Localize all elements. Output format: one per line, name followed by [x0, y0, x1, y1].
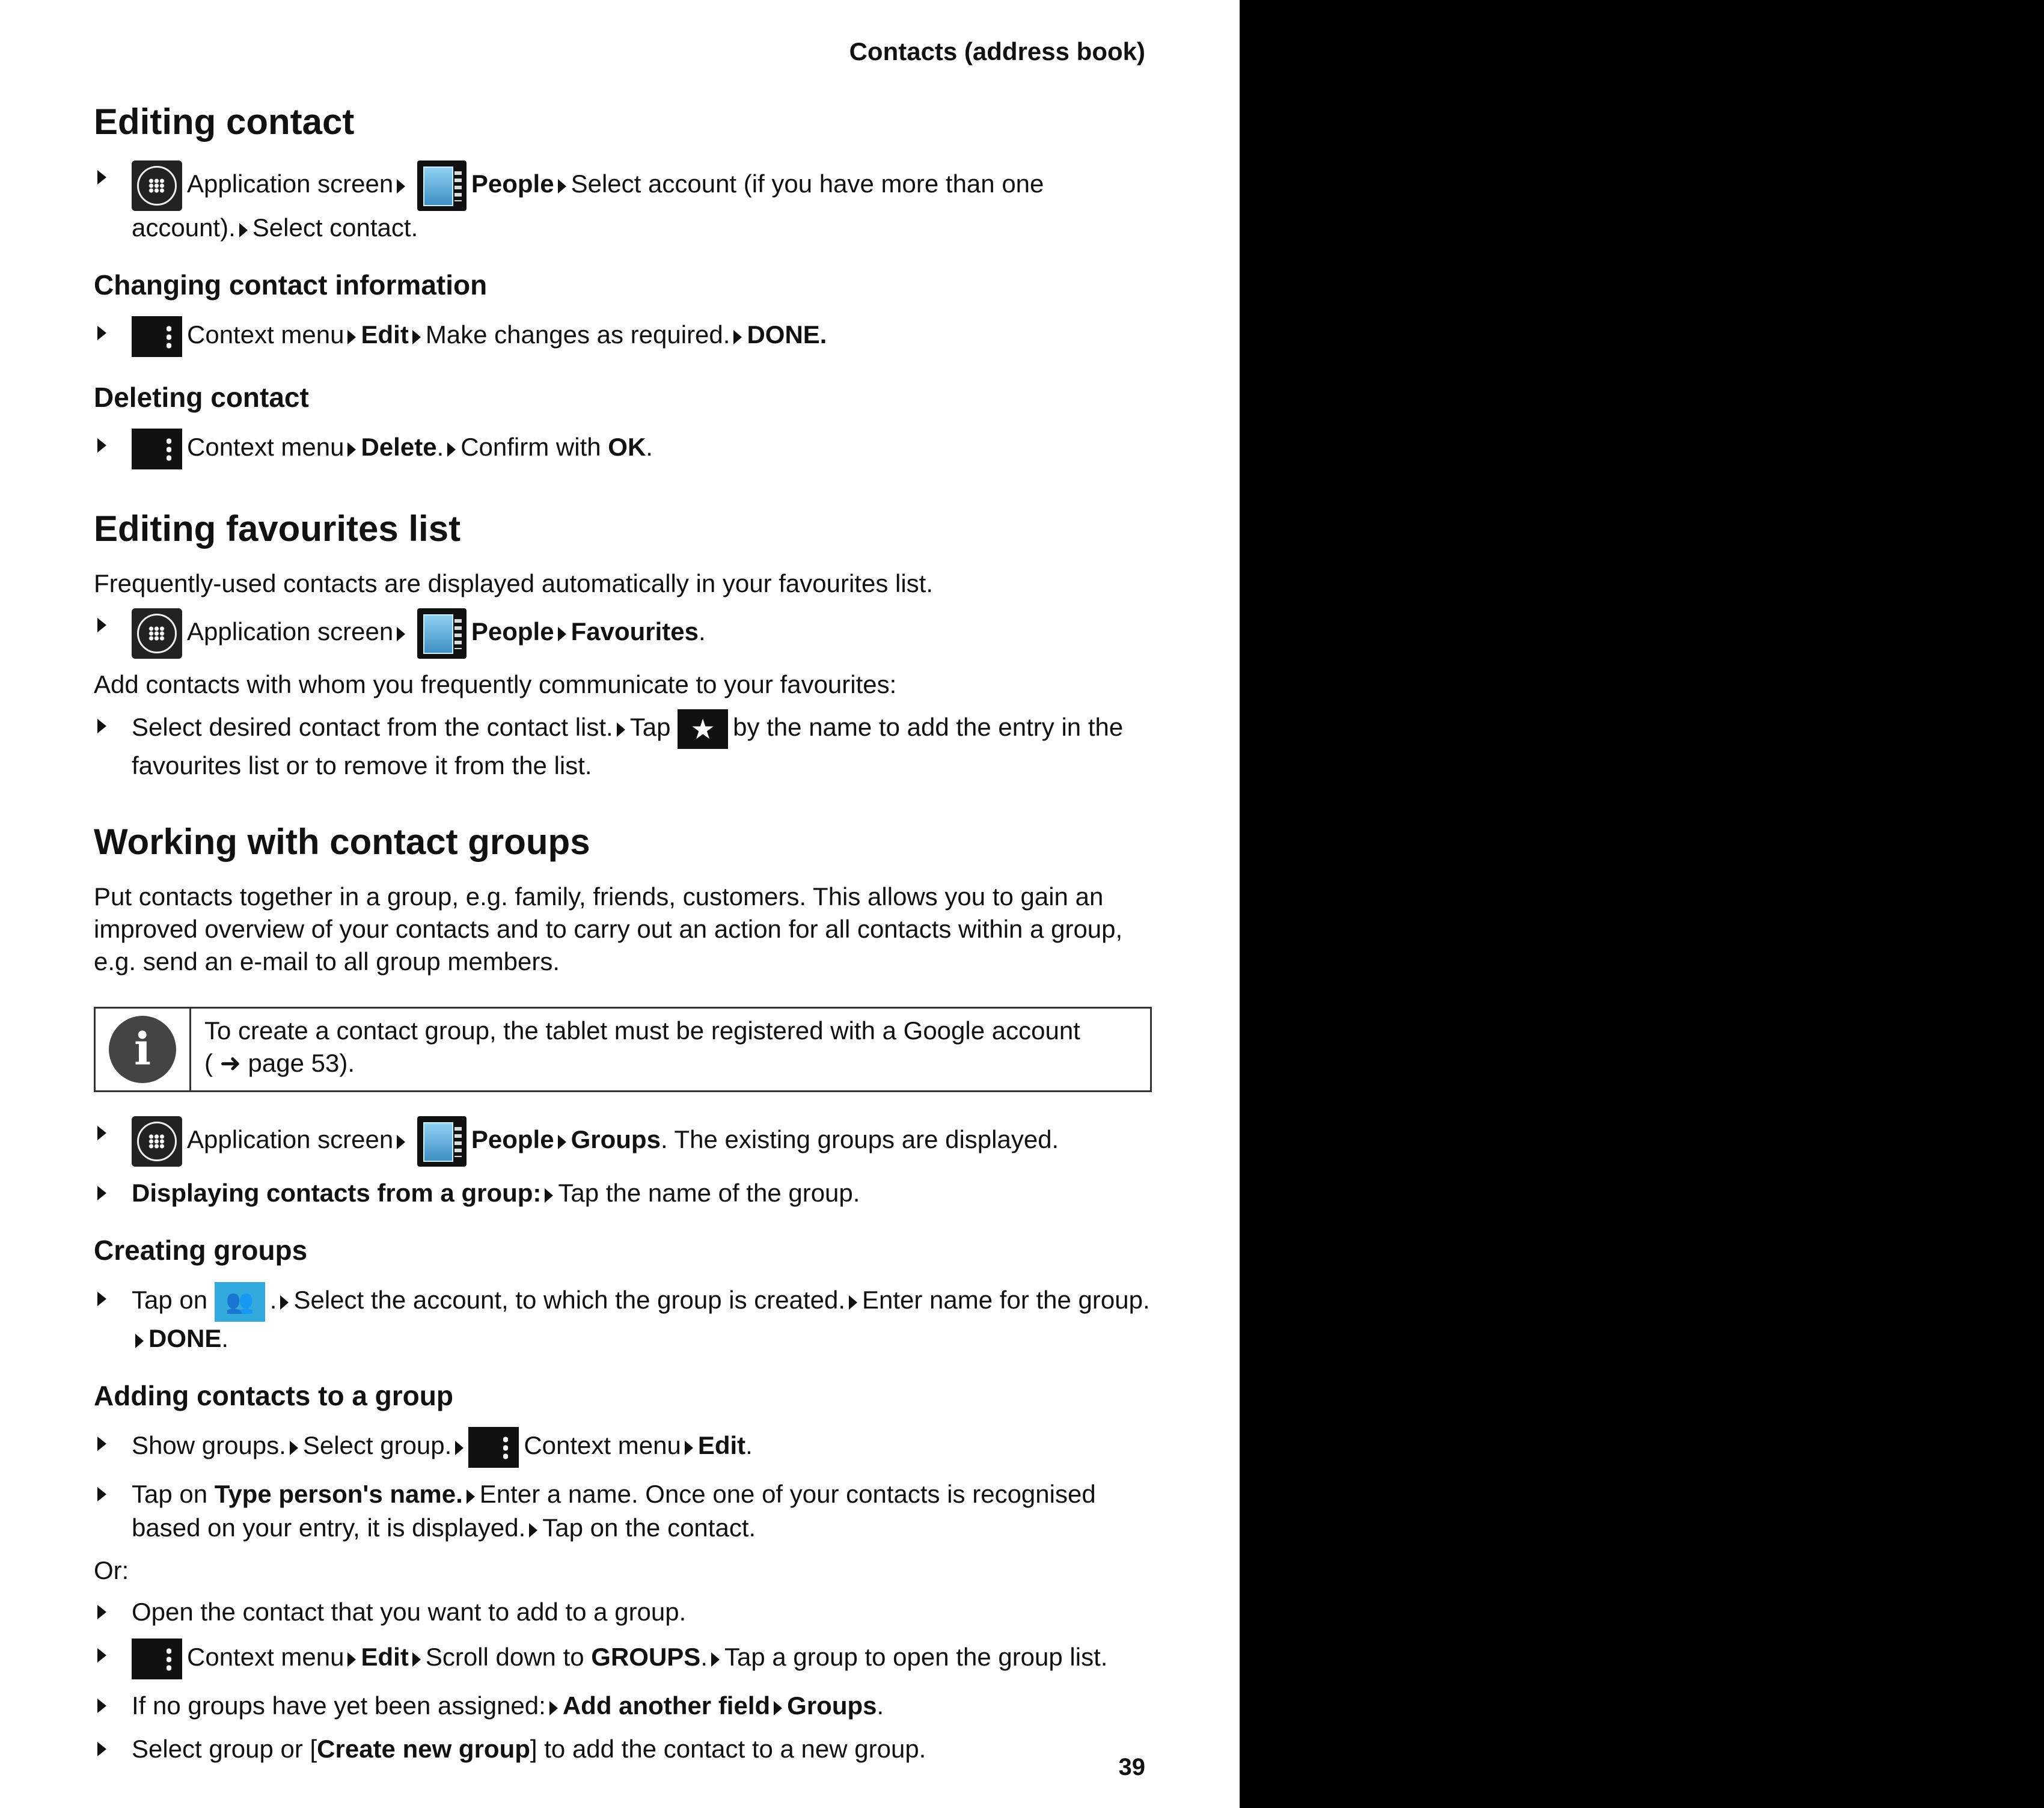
step-display-group: [94, 1176, 1152, 1210]
enter-name-text: Enter a name. Once one of your contacts is recognised based on your entry, it is displayed.: [132, 1479, 1096, 1542]
context-menu-label: Context menu: [524, 1431, 681, 1459]
arrow-icon: [290, 1441, 298, 1455]
by-name-text: by the name to add the entry in the favourites list or to remove it from the list.: [132, 713, 1124, 780]
select-account-text: Select the account, to which the group is created.: [293, 1285, 845, 1314]
arrow-icon: [774, 1701, 782, 1715]
arrow-icon: [558, 1135, 566, 1149]
heading-changing-contact: Changing contact information: [94, 269, 488, 301]
people-app-icon: [417, 160, 467, 211]
groups-intro: Put contacts together in a group, e.g. family, friends, customers. This allows you to gain an improved overview of your contacts and to carry out an action for all contacts within a group, e.g. send an e-mail to all group members.: [94, 882, 1123, 976]
arrow-icon: [711, 1652, 720, 1667]
scroll-down-text: Scroll down to: [425, 1642, 584, 1671]
arrow-icon: [397, 179, 405, 194]
arrow-icon: [685, 1441, 693, 1455]
step-open-contact-group: [94, 1595, 1152, 1629]
app-screen-label: Application screen: [187, 1125, 394, 1154]
select-desired-text: Select desired contact from the contact list.: [132, 713, 613, 742]
arrow-icon: [347, 1652, 356, 1667]
heading-editing-contact: Editing contact: [94, 102, 355, 142]
arrow-icon: [447, 442, 456, 457]
to-add-text: ] to add the contact to a new group.: [530, 1734, 926, 1763]
people-label: People: [471, 1125, 554, 1154]
info-text: [191, 1009, 1094, 1090]
heading-favourites: Editing favourites list: [94, 508, 461, 549]
step-delete-contact: Context menu Delete. Confirm with OK.: [94, 429, 1152, 469]
groups-caps-label: GROUPS: [591, 1642, 701, 1671]
step-arrow-icon: [97, 1437, 106, 1451]
make-changes-text: Make changes as required.: [425, 320, 730, 349]
context-menu-label: Context menu: [187, 1642, 344, 1671]
open-contact-text: Open the contact that you want to add to a group.: [132, 1597, 687, 1626]
info-icon: i: [109, 1016, 176, 1083]
tap-contact-text: Tap on the contact.: [542, 1513, 756, 1542]
info-page-ref: ( ➜ page 53).: [204, 1049, 355, 1078]
select-group-text: Select group.: [302, 1431, 452, 1459]
arrow-icon: [397, 1135, 405, 1149]
arrow-icon: [558, 627, 566, 641]
arrow-icon: [467, 1489, 475, 1504]
people-label: People: [471, 617, 554, 646]
step-arrow-icon: [97, 1292, 106, 1306]
step-create-group: Tap on 👥 . Select the account, to which the group is created. Enter name for the group. DONE.: [94, 1282, 1152, 1355]
select-account-text: Select account (if you have more than one account).: [132, 170, 1044, 242]
app-screen-label: Application screen: [187, 617, 394, 646]
arrow-icon: [135, 1334, 144, 1348]
edit-label: Edit: [361, 1642, 409, 1671]
arrow-icon: [558, 179, 566, 194]
step-select-or-create: [94, 1732, 1152, 1766]
context-menu-icon: [132, 429, 182, 469]
step-open-groups: [94, 1116, 1152, 1167]
page-number: 39: [1118, 1754, 1145, 1780]
step-change-contact: [94, 316, 1152, 357]
info-message: To create a contact group, the tablet must be registered with a Google account: [204, 1016, 1080, 1045]
step-arrow-icon: [97, 1648, 106, 1663]
step-open-favourites: Application screen People Favourites.: [94, 608, 1152, 659]
add-group-icon: 👥: [215, 1282, 265, 1322]
app-screen-icon: [132, 160, 182, 211]
arrow-icon: [412, 330, 421, 344]
displaying-text: Tap the name of the group.: [558, 1179, 860, 1208]
arrow-icon: [849, 1295, 857, 1310]
app-screen-icon: [132, 608, 182, 659]
done-label: DONE: [148, 1324, 222, 1352]
step-arrow-icon: [97, 618, 106, 632]
create-new-group-label: Create new group: [317, 1734, 530, 1763]
select-contact-text: Select contact.: [252, 213, 418, 242]
heading-creating-groups: Creating groups: [94, 1235, 308, 1266]
step-arrow-icon: [97, 719, 106, 733]
arrow-icon: [545, 1188, 553, 1203]
arrow-icon: [412, 1652, 421, 1667]
groups-label: Groups: [571, 1125, 661, 1154]
context-menu-label: Context menu: [187, 320, 344, 349]
arrow-icon: [347, 330, 356, 344]
edit-label: Edit: [697, 1431, 746, 1459]
add-another-field-label: Add another field: [562, 1691, 771, 1720]
context-menu-label: Context menu: [187, 433, 344, 462]
step-edit-group: Show groups. Select group. Context menu Edit.: [94, 1427, 1152, 1468]
favourites-intro: Frequently-used contacts are displayed automatically in your favourites list.: [94, 569, 934, 598]
people-app-icon: [417, 608, 467, 659]
edit-label: Edit: [361, 320, 409, 349]
step-arrow-icon: [97, 170, 106, 185]
favourites-add-intro: Add contacts with whom you frequently communicate to your favourites:: [94, 670, 897, 699]
tap-text: Tap: [629, 713, 671, 742]
step-arrow-icon: [97, 1699, 106, 1713]
arrow-icon: [239, 223, 248, 237]
context-menu-icon: [132, 1638, 182, 1679]
step-arrow-icon: [97, 1186, 106, 1200]
arrow-icon: [397, 627, 405, 641]
page-content: [94, 101, 1152, 1776]
step-arrow-icon: [97, 1487, 106, 1501]
heading-adding-contacts: Adding contacts to a group: [94, 1379, 453, 1411]
arrow-icon: [280, 1295, 289, 1310]
app-screen-label: Application screen: [187, 170, 394, 198]
step-no-groups: If no groups have yet been assigned: Add another field Groups.: [94, 1689, 1152, 1723]
step-arrow-icon: [97, 326, 106, 340]
step-type-name: [94, 1477, 1152, 1545]
groups-displayed-text: . The existing groups are displayed.: [660, 1125, 1059, 1154]
heading-contact-groups: Working with contact groups: [94, 822, 590, 863]
if-no-groups-text: If no groups have yet been assigned:: [132, 1691, 546, 1720]
tap-on-text: Tap on: [132, 1285, 208, 1314]
delete-label: Delete: [361, 433, 437, 462]
tap-on-text: Tap on: [132, 1479, 208, 1508]
star-icon: ★: [678, 709, 728, 749]
people-app-icon: [417, 1116, 467, 1167]
ok-label: OK: [608, 433, 646, 462]
select-or-text: Select group or [: [132, 1734, 317, 1763]
context-menu-icon: [132, 316, 182, 357]
step-star-contact: [94, 709, 1152, 783]
type-person-label: Type person's name.: [214, 1479, 463, 1508]
step-arrow-icon: [97, 1605, 106, 1619]
arrow-icon: [733, 330, 742, 344]
step-arrow-icon: [97, 1742, 106, 1756]
black-margin-panel: [1240, 0, 2044, 1808]
arrow-icon: [347, 442, 356, 457]
info-icon-cell: [96, 1009, 191, 1090]
step-arrow-icon: [97, 438, 106, 453]
heading-deleting-contact: Deleting contact: [94, 382, 309, 414]
info-box: [94, 1007, 1152, 1092]
or-text: Or:: [94, 1556, 129, 1584]
running-header: Contacts (address book): [849, 37, 1145, 66]
arrow-icon: [529, 1523, 537, 1538]
arrow-icon: [549, 1701, 558, 1715]
context-menu-icon: [468, 1427, 519, 1468]
step-open-contact: [94, 160, 1152, 245]
arrow-icon: [455, 1441, 464, 1455]
step-arrow-icon: [97, 1126, 106, 1140]
confirm-text: Confirm with: [461, 433, 601, 462]
app-screen-icon: [132, 1116, 182, 1167]
tap-group-text: Tap a group to open the group list.: [724, 1642, 1108, 1671]
displaying-label: Displaying contacts from a group:: [132, 1179, 542, 1208]
arrow-icon: [617, 722, 625, 737]
step-scroll-groups: Context menu Edit Scroll down to GROUPS. Tap a group to open the group list.: [94, 1638, 1152, 1679]
people-label: People: [471, 170, 554, 198]
enter-name-text: Enter name for the group.: [862, 1285, 1150, 1314]
show-groups-text: Show groups.: [132, 1431, 286, 1459]
favourites-label: Favourites: [571, 617, 699, 646]
done-label: DONE.: [747, 320, 827, 349]
groups-word-label: Groups: [787, 1691, 877, 1720]
